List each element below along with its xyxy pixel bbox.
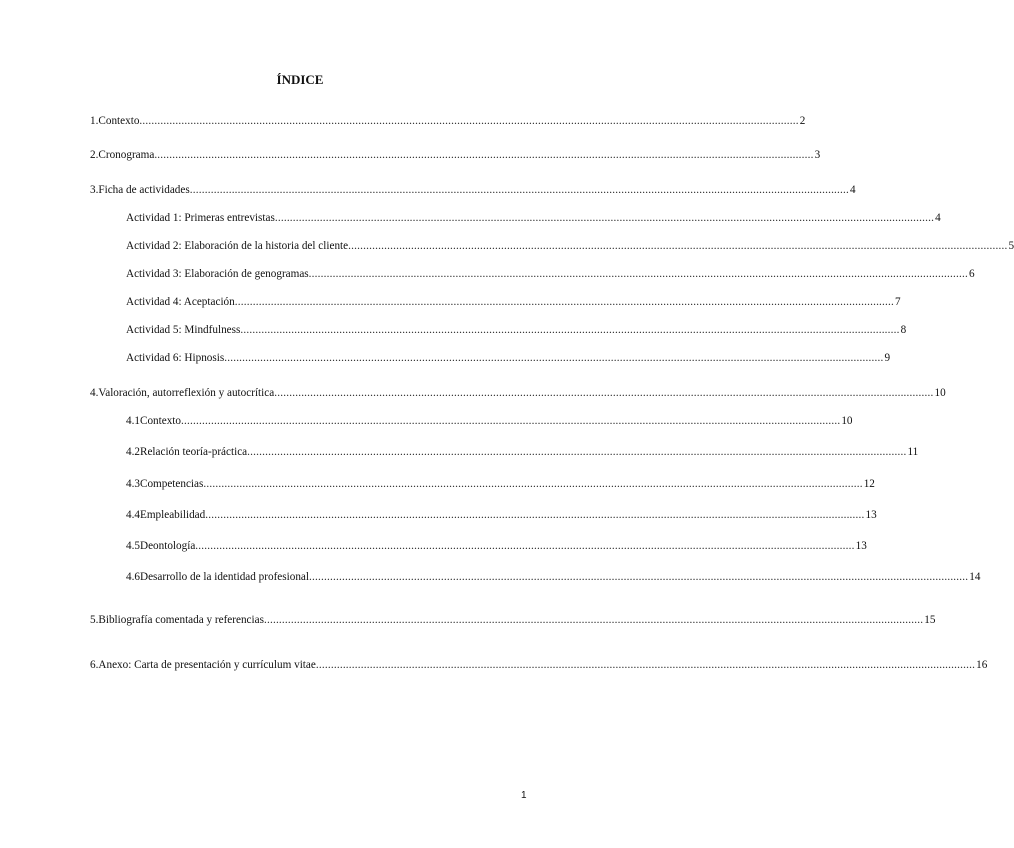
- toc-entry-4-6: [126, 570, 981, 584]
- toc-entry-label: Contexto: [98, 115, 140, 127]
- toc-entry-page: 11: [907, 446, 919, 458]
- toc-entry-number: 3.: [90, 184, 99, 196]
- toc-entry-activity-2: [126, 239, 1014, 253]
- toc-entry-number: 1.: [90, 115, 99, 127]
- toc-entry-activity-1: [126, 211, 941, 225]
- toc-entry-4-4: [126, 508, 877, 522]
- toc-entry-4-2: [126, 445, 919, 459]
- toc-entry-page: 16: [976, 659, 988, 671]
- toc-leader-dots: ............................................................................................................................................................................................................................: [181, 415, 841, 427]
- toc-entry-page: 6: [968, 268, 975, 280]
- toc-entry-activity-5: [126, 323, 907, 337]
- toc-entry-label: Relación teoría-práctica: [139, 446, 248, 458]
- toc-entry-page: 3: [814, 149, 821, 161]
- toc-leader-dots: ............................................................................................................................................................................................................................: [274, 387, 934, 399]
- toc-leader-dots: ............................................................................................................................................................................................................................: [224, 352, 884, 364]
- toc-leader-dots: ............................................................................................................................................................................................................................: [240, 324, 900, 336]
- toc-entry-activity-3: [126, 267, 975, 281]
- toc-entry-label: Anexo: Carta de presentación y currículum vitae: [98, 659, 316, 671]
- toc-entry-label: Bibliografía comentada y referencias: [98, 614, 264, 626]
- toc-entry-page: 13: [855, 540, 867, 552]
- toc-entry-page: 4: [935, 212, 941, 224]
- toc-leader-dots: ............................................................................................................................................................................................................................: [247, 446, 907, 458]
- toc-entry-page: 14: [969, 571, 981, 583]
- toc-entry-page: 9: [884, 352, 891, 364]
- toc-entry-page: 12: [863, 478, 875, 490]
- toc-entry-2: [90, 148, 821, 162]
- toc-entry-1: [90, 114, 806, 128]
- toc-entry-number: 6.: [90, 659, 99, 671]
- toc-entry-page: 4: [850, 184, 856, 196]
- toc-leader-dots: ............................................................................................................................................................................................................................: [203, 478, 863, 490]
- toc-entry-4-5: [126, 539, 867, 553]
- toc-entry-4-1: [126, 414, 853, 428]
- toc-entry-page: 10: [841, 415, 853, 427]
- toc-entry-page: 10: [934, 387, 946, 399]
- toc-entry-label: Valoración, autorreflexión y autocrítica: [98, 387, 275, 399]
- toc-entry-4: [90, 386, 946, 400]
- toc-entry-number: 4.1: [126, 415, 140, 427]
- toc-entry-label: Actividad 5: Mindfulness: [126, 324, 241, 336]
- toc-entry-label: Competencias: [139, 478, 204, 490]
- toc-entry-label: Actividad 3: Elaboración de genogramas: [126, 268, 309, 280]
- toc-entry-label: Deontología: [139, 540, 196, 552]
- toc-entry-label: Ficha de actividades: [98, 184, 190, 196]
- toc-leader-dots: ............................................................................................................................................................................................................................: [308, 268, 968, 280]
- toc-leader-dots: ............................................................................................................................................................................................................................: [315, 659, 976, 671]
- toc-leader-dots: ............................................................................................................................................................................................................................: [154, 149, 814, 161]
- toc-entry-number: 4.6: [126, 571, 140, 583]
- page-title: ÍNDICE: [276, 72, 324, 87]
- toc-leader-dots: ............................................................................................................................................................................................................................: [234, 296, 895, 308]
- toc-entry-6: [90, 658, 988, 672]
- toc-entry-label: Actividad 4: Aceptación: [126, 296, 235, 308]
- toc-entry-number: 4.3: [126, 478, 140, 490]
- toc-entry-page: 2: [799, 115, 806, 127]
- toc-leader-dots: ............................................................................................................................................................................................................................: [189, 184, 850, 196]
- toc-leader-dots: ............................................................................................................................................................................................................................: [205, 509, 865, 521]
- toc-entry-page: 15: [924, 614, 936, 626]
- toc-leader-dots: ............................................................................................................................................................................................................................: [139, 115, 799, 127]
- toc-entry-page: 5: [1008, 240, 1014, 252]
- toc-leader-dots: ............................................................................................................................................................................................................................: [308, 571, 969, 583]
- toc-entry-page: 8: [900, 324, 907, 336]
- toc-entry-number: 4.2: [126, 446, 140, 458]
- toc-entry-5: [90, 613, 936, 627]
- toc-entry-number: 4.5: [126, 540, 140, 552]
- page-number: 1: [521, 790, 527, 801]
- toc-entry-label: Actividad 6: Hipnosis: [126, 352, 225, 364]
- toc-entry-4-3: [126, 477, 875, 491]
- toc-entry-page: 7: [895, 296, 901, 308]
- toc-entry-activity-4: [126, 295, 901, 309]
- toc-leader-dots: ............................................................................................................................................................................................................................: [195, 540, 855, 552]
- toc-leader-dots: ............................................................................................................................................................................................................................: [263, 614, 924, 626]
- toc-leader-dots: ............................................................................................................................................................................................................................: [348, 240, 1008, 252]
- toc-entry-label: Empleabilidad: [139, 509, 206, 521]
- toc-entry-label: Actividad 2: Elaboración de la historia del cliente: [126, 240, 349, 252]
- toc-entry-label: Desarrollo de la identidad profesional: [139, 571, 309, 583]
- toc-entry-label: Cronograma: [98, 149, 155, 161]
- toc-entry-label: Contexto: [139, 415, 182, 427]
- toc-entry-activity-6: [126, 351, 891, 365]
- toc-entry-number: 5.: [90, 614, 99, 626]
- toc-entry-3: [90, 183, 856, 197]
- toc-entry-number: 2.: [90, 149, 99, 161]
- toc-entry-label: Actividad 1: Primeras entrevistas: [126, 212, 275, 224]
- toc-entry-number: 4.: [90, 387, 99, 399]
- toc-entry-number: 4.4: [126, 509, 140, 521]
- toc-entry-page: 13: [865, 509, 877, 521]
- toc-leader-dots: ............................................................................................................................................................................................................................: [274, 212, 935, 224]
